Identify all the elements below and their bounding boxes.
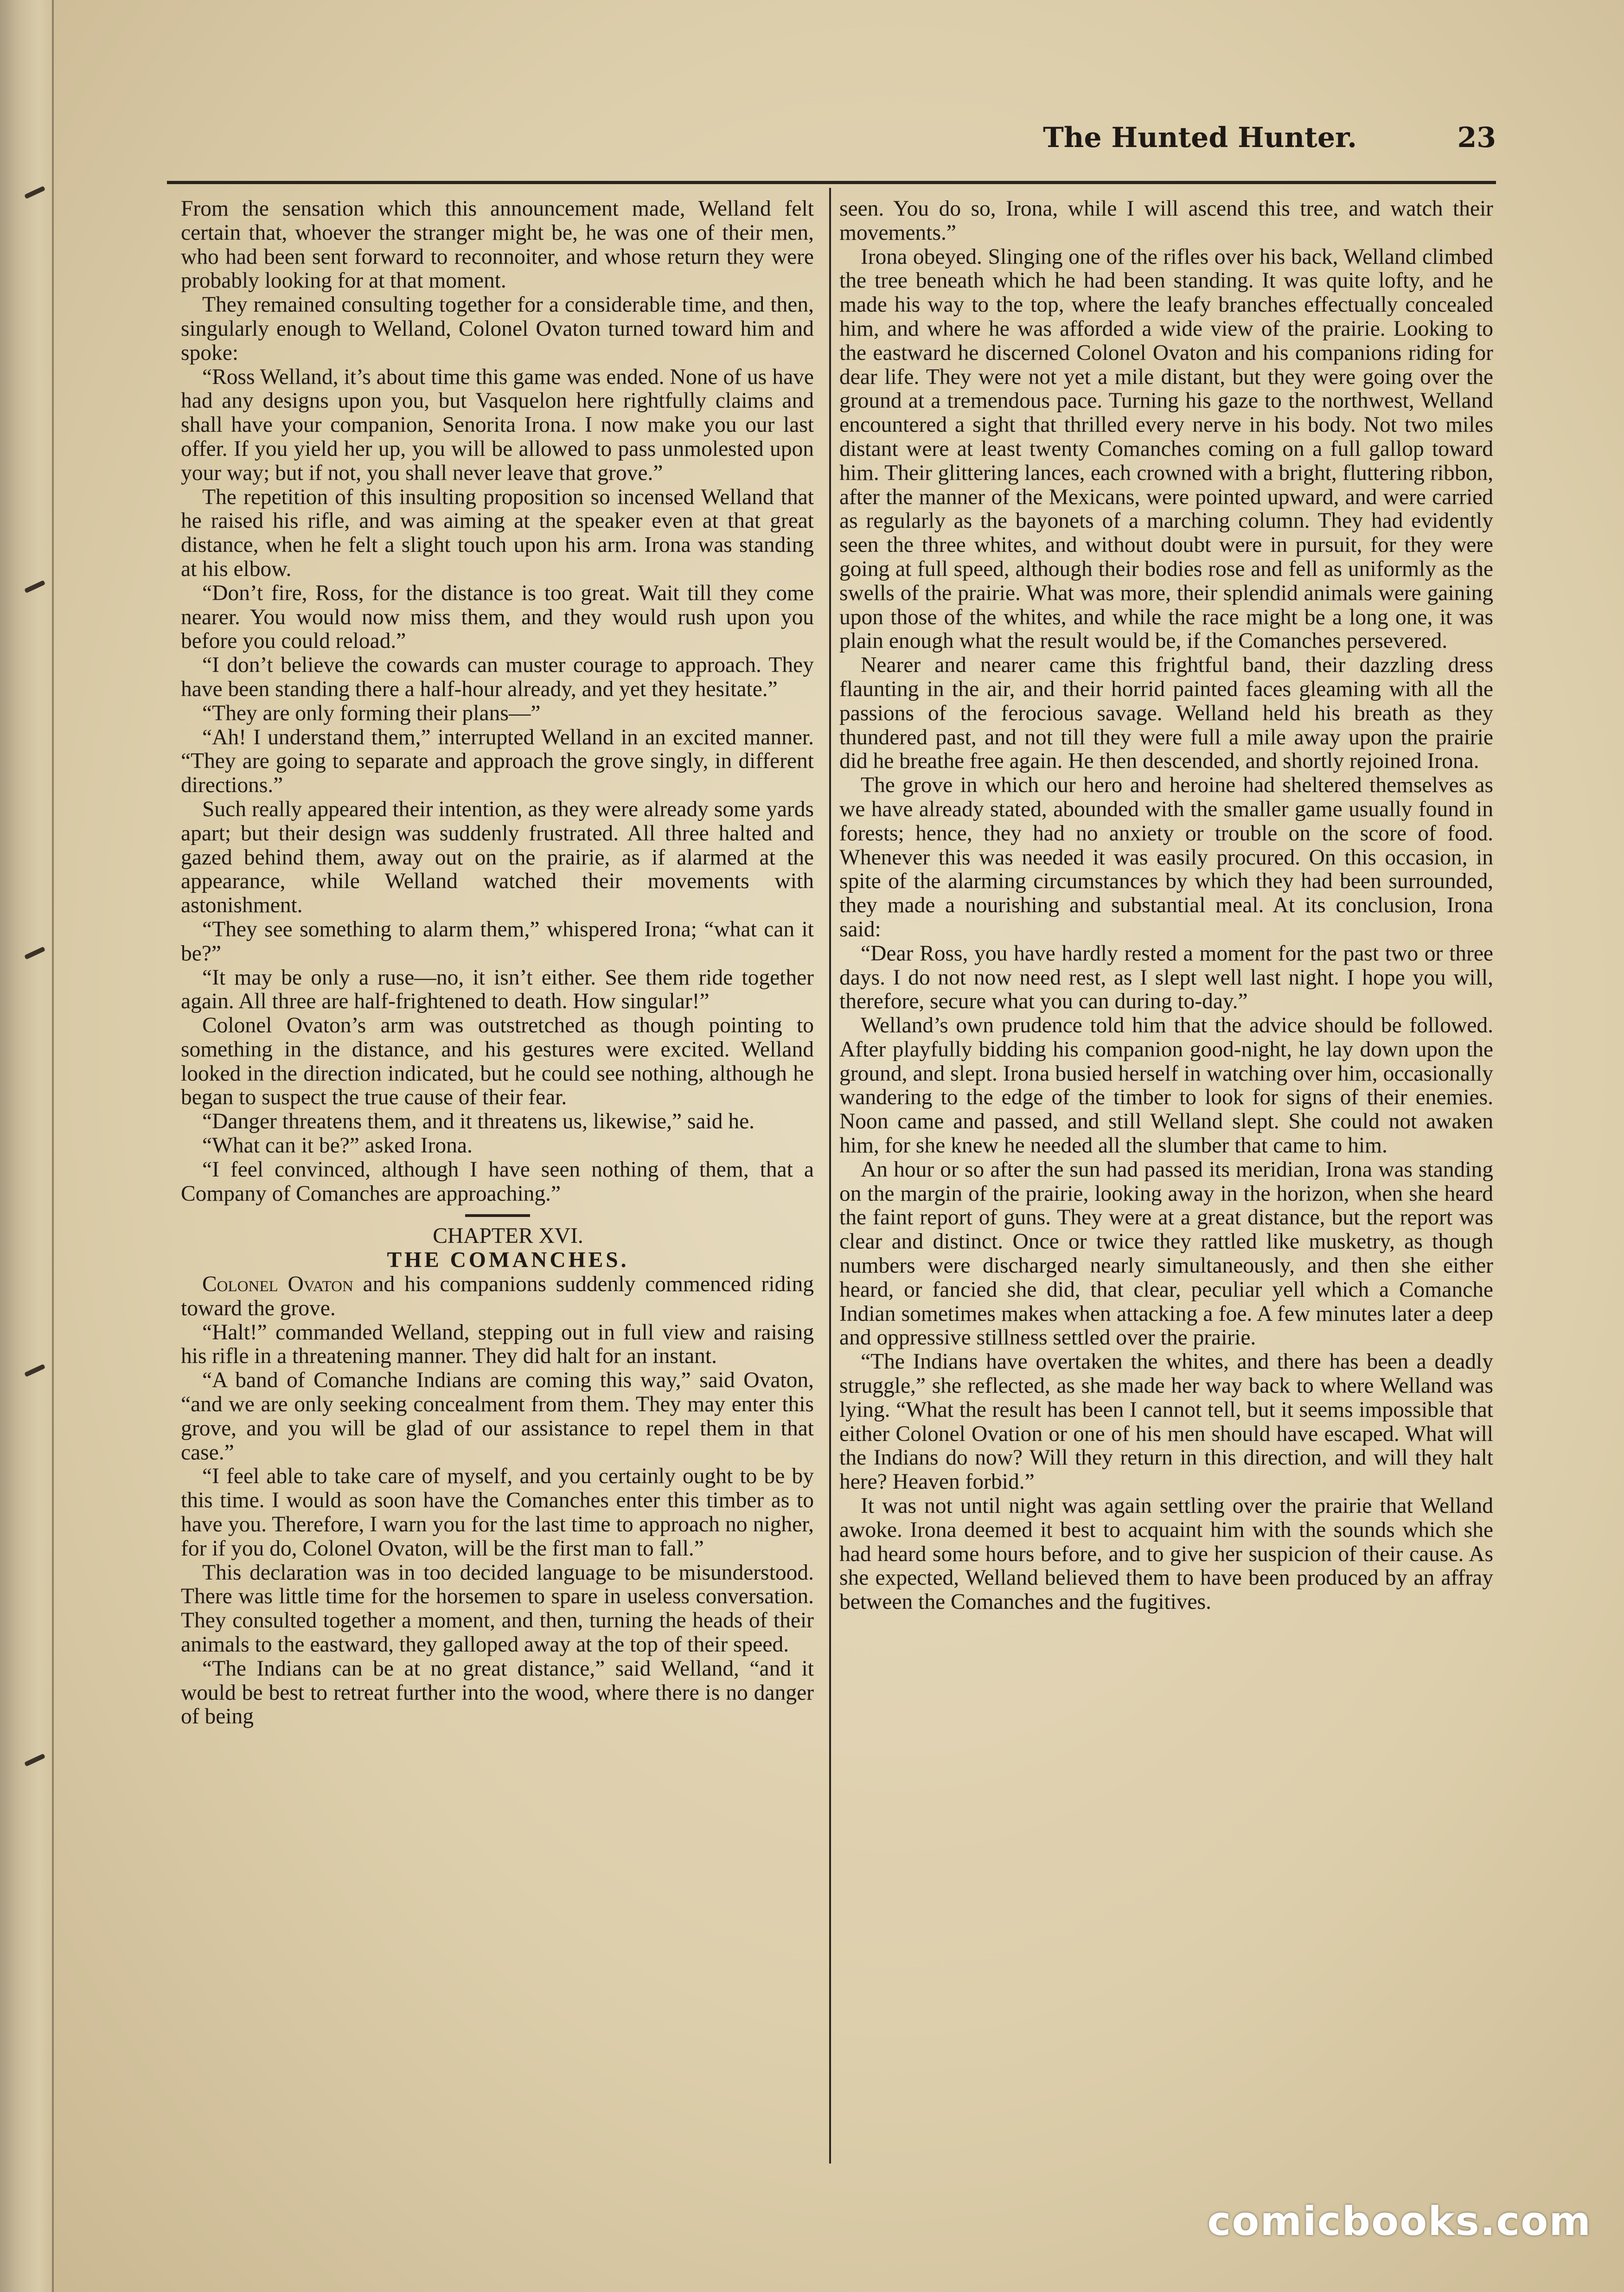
left-column-text-after-chapter bbox=[181, 1321, 814, 1729]
left-column bbox=[181, 197, 814, 2173]
chapter-opening-text: and his companions suddenly commenced riding toward the grove. bbox=[181, 1272, 814, 1320]
paragraph: “The Indians can be at no great distance,” said Welland, “and it would be best to retreat further into the wood, where there is no danger of being bbox=[181, 1656, 814, 1729]
paragraph: The grove in which our hero and heroine had sheltered themselves as we have already stated, abounded with the smaller game usually found in forests; hence, they had no anxiety or trouble on the score of food. Whenever this was needed it was easily procured. On this occasion, in spite of the alarming circumstances by which they had been surrounded, they made a nourishing and substantial meal. At its conclusion, Irona said: bbox=[839, 773, 1493, 941]
chapter-separator-rule bbox=[465, 1214, 530, 1217]
paragraph: “Ah! I understand them,” interrupted Welland in an excited manner. “They are going to separate and approach the grove singly, in different directions.” bbox=[181, 725, 814, 798]
paragraph: seen. You do so, Irona, while I will ascend this tree, and watch their movements.” bbox=[839, 197, 1493, 245]
left-column-text-before-chapter bbox=[181, 197, 814, 1206]
paragraph: “They are only forming their plans—” bbox=[202, 701, 541, 725]
paragraph: Irona obeyed. Slinging one of the rifles over his back, Welland climbed the tree beneath which he had been standing. It was quite lofty, and he made his way to the top, where the leafy branches effectually concealed him, and where he was afforded a wide view of the prairie. Looking to the eastward he discerned Colonel Ovaton and his companions riding for dear life. They were not yet a mile distant, but they were going over the ground at a tremendous pace. Turning his gaze to the northwest, Welland encountered a sight that thrilled every nerve in his body. Not two miles distant were at least twenty Comanches coming on a full gallop toward him. Their glittering lances, each crowned with a bright, fluttering ribbon, after the manner of the Mexicans, were pointed upward, and were carried as regularly as the bayonets of a marching column. They had evidently seen the three whites, and without doubt were in pursuit, for they were going at full speed, although their bodies rose and fell as uniformly as the swells of the prairie. What was more, their splendid animals were gaining upon those of the whites, and while the race might be a long one, it was plain enough what the result would be, if the Comanches persevered. bbox=[839, 244, 1493, 653]
paragraph: “Don’t fire, Ross, for the distance is too great. Wait till they come nearer. You would now miss them, and they would rush upon you before you could reload.” bbox=[181, 581, 814, 653]
binding-edge bbox=[52, 0, 54, 2292]
paragraph: “It may be only a ruse—no, it isn’t either. See them ride together again. All three are half-frightened to death. How singular!” bbox=[181, 965, 814, 1014]
paragraph: Colonel Ovaton’s arm was outstretched as though pointing to something in the distance, and his gestures were excited. Welland looked in the direction indicated, but he could see nothing, although he began to suspect the true cause of their fear. bbox=[181, 1013, 814, 1110]
chapter-subtitle: THE COMANCHES. bbox=[387, 1248, 629, 1273]
paragraph: From the sensation which this announcement made, Welland felt certain that, whoever the stranger might be, he was one of their men, who had been sent forward to reconnoiter, and whose return they were probably looking for at that moment. bbox=[181, 197, 814, 293]
paragraph: “I don’t believe the cowards can muster courage to approach. They have been standing there a half-hour already, and yet they hesitate.” bbox=[181, 653, 814, 701]
running-title: The Hunted Hunter. bbox=[1043, 122, 1357, 154]
paragraph: They remained consulting together for a considerable time, and then, singularly enough to Welland, Colonel Ovaton turned toward him and spoke: bbox=[181, 293, 814, 365]
paragraph: Such really appeared their intention, as they were already some yards apart; but their design was suddenly frustrated. All three halted and gazed behind them, away out on the prairie, as if alarmed at the appearance, while Welland watched their movements with astonishment. bbox=[181, 797, 814, 918]
paragraph: “What can it be?” asked Irona. bbox=[202, 1133, 473, 1158]
paragraph: “A band of Comanche Indians are coming this way,” said Ovaton, “and we are only seeking concealment from them. They may enter this grove, and you will be glad of our assistance to repel them in that case.” bbox=[181, 1368, 814, 1465]
paragraph: “Danger threatens them, and it threatens us, likewise,” said he. bbox=[202, 1109, 755, 1134]
paragraph: The repetition of this insulting proposition so incensed Welland that he raised his rifle, and was aiming at the speaker even at that great distance, when he felt a slight touch upon his arm. Irona was standing at his elbow. bbox=[181, 485, 814, 581]
paragraph: This declaration was in too decided language to be misunderstood. There was little time for the horsemen to spare in useless conversation. They consulted together a moment, and then, turning the heads of their animals to the eastward, they galloped away at the top of their speed. bbox=[181, 1560, 814, 1657]
page-header bbox=[167, 122, 1496, 163]
column-divider bbox=[829, 188, 831, 2164]
paragraph: It was not until night was again settling over the prairie that Welland awoke. Irona deemed it best to acquaint him with the sounds which she had heard some hours before, and to give her suspicion of their cause. As she expected, Welland believed them to have been produced by an affray between the Comanches and the fugitives. bbox=[839, 1494, 1493, 1614]
chapter-heading: CHAPTER XVI. bbox=[433, 1224, 583, 1248]
paragraph: “The Indians have overtaken the whites, and there has been a deadly struggle,” she reflected, as she made her way back to where Welland was lying. “What the result has been I cannot tell, but it seems impossible that either Colonel Ovation or one of his men should have escaped. What will the Indians do now? Will they return in this direction, and will they halt here? Heaven forbid.” bbox=[839, 1350, 1493, 1494]
paragraph: “Dear Ross, you have hardly rested a moment for the past two or three days. I do not now need rest, as I slept well last night. I hope you will, therefore, secure what you can during to-day.” bbox=[839, 941, 1493, 1014]
paragraph: “I feel convinced, although I have seen nothing of them, that a Company of Comanches are approaching.” bbox=[181, 1157, 814, 1206]
paragraph: Welland’s own prudence told him that the advice should be followed. After playfully bidding his companion good-night, he lay down upon the ground, and slept. Irona busied herself in watching over him, occasionally wandering to the edge of the timber to look for signs of their enemies. Noon came and passed, and still Welland slept. She could not awaken him, for she knew he needed all the slumber that came to him. bbox=[839, 1013, 1493, 1158]
paragraph: An hour or so after the sun had passed its meridian, Irona was standing on the margin of the prairie, looking away in the horizon, when she heard the faint report of guns. They were at a great distance, but the report was clear and distinct. Once or twice they rattled like musketry, as though numbers were discharged nearly simultaneously, and then she either heard, or fancied she did, that clear, peculiar yell which a Comanche Indian sometimes makes when attacking a foe. A few minutes later a deep and oppressive stillness settled over the prairie. bbox=[839, 1157, 1493, 1350]
chapter-opening-name: Colonel Ovaton bbox=[202, 1272, 353, 1297]
chapter-opening-paragraph bbox=[181, 1273, 814, 1321]
paragraph: Nearer and nearer came this frightful band, their dazzling dress flaunting in the air, and their horrid painted faces gleaming with all the passions of the ferocious savage. Welland held his breath as they thundered past, and not till they were full a mile away upon the prairie did he breathe free again. He then descended, and shortly rejoined Irona. bbox=[839, 653, 1493, 774]
watermark: comicbooks.com bbox=[1207, 2198, 1592, 2245]
page-binding bbox=[0, 0, 56, 2292]
paragraph: “I feel able to take care of myself, and you certainly ought to be by this time. I would as soon have the Comanches enter this timber as to have you. Therefore, I warn you for the last time to approach no nigher, for if you do, Colonel Ovaton, will be the first man to fall.” bbox=[181, 1464, 814, 1561]
paragraph: “They see something to alarm them,” whispered Irona; “what can it be?” bbox=[181, 917, 814, 966]
paragraph: “Halt!” commanded Welland, stepping out in full view and raising his rifle in a threatening manner. They did halt for an instant. bbox=[181, 1320, 814, 1369]
paragraph: “Ross Welland, it’s about time this game was ended. None of us have had any designs upon you, but Vasquelon here rightfully claims and shall have your companion, Senorita Irona. I now make you our last offer. If you yield her up, you will be allowed to pass unmolested upon your way; but if not, you shall never leave that grove.” bbox=[181, 365, 814, 485]
page-number: 23 bbox=[1457, 122, 1496, 154]
header-rule bbox=[167, 181, 1496, 184]
right-column bbox=[839, 197, 1493, 2173]
right-column-text bbox=[839, 197, 1493, 1614]
